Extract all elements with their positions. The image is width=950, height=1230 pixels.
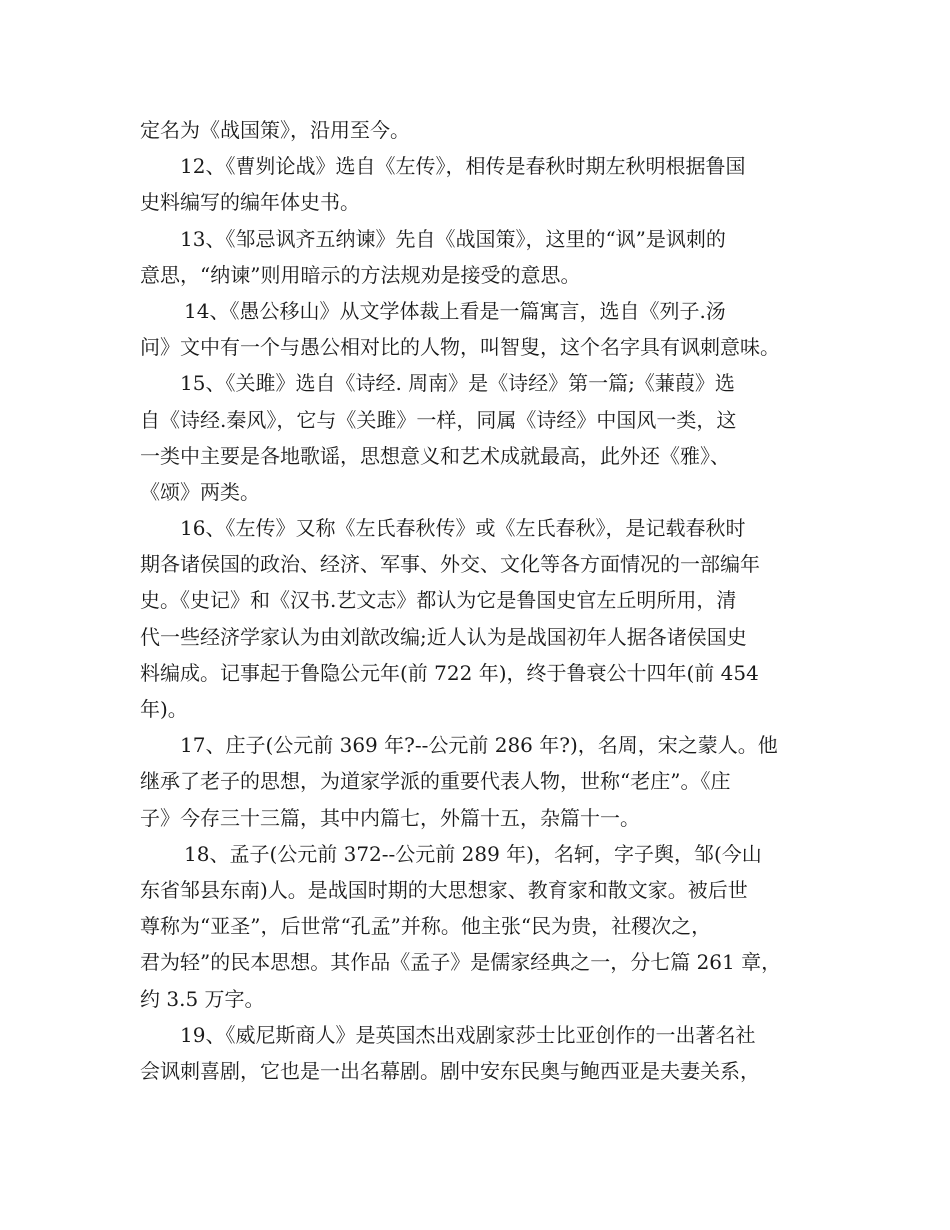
text-line: 一类中主要是各地歌谣，思想意义和艺术成就最高，此外还《雅》、 xyxy=(140,443,730,468)
text-line: 问》文中有一个与愚公相对比的人物，叫智叟，这个名字具有讽刺意味。 xyxy=(140,335,780,360)
text-line: 君为轻”的民本思想。其作品《孟子》是儒家经典之一，分七篇 261 章， xyxy=(140,950,782,975)
text-line: 期各诸侯国的政治、经济、军事、外交、文化等各方面情况的一部编年 xyxy=(140,552,760,577)
text-line: 史。《史记》和《汉书.艺文志》都认为它是鲁国史官左丘明所用，清 xyxy=(140,588,737,613)
text-line: 自《诗经.秦风》，它与《关雎》一样，同属《诗经》中国风一类，这 xyxy=(140,407,737,432)
text-line: 尊称为“亚圣”，后世常“孔孟”并称。他主张“民为贵，社稷次之， xyxy=(140,914,712,939)
text-line: 史料编写的编年体史书。 xyxy=(140,190,360,215)
text-line: 15、《关雎》选自《诗经. 周南》是《诗经》第一篇;《蒹葭》选 xyxy=(180,371,735,396)
text-line: 继承了老子的思想，为道家学派的重要代表人物，世称“老庄”。《庄 xyxy=(140,769,731,794)
text-line: 12、《曹刿论战》选自《左传》，相传是春秋时期左秋明根据鲁国 xyxy=(180,154,746,179)
document-body xyxy=(140,112,820,1089)
text-line: 14、《愚公移山》从文学体裁上看是一篇寓言，选自《列子.汤 xyxy=(184,298,726,323)
text-line: 意思，“纳谏”则用暗示的方法规劝是接受的意思。 xyxy=(140,262,581,287)
text-line: 约 3.5 万字。 xyxy=(140,986,265,1011)
text-line: 料编成。记事起于鲁隐公元年(前 722 年)，终于鲁衰公十四年(前 454 xyxy=(140,660,759,685)
text-line: 子》今存三十三篇，其中内篇七，外篇十五，杂篇十一。 xyxy=(140,805,640,830)
text-line: 18、孟子(公元前 372--公元前 289 年)，名轲，字子舆，邹(今山 xyxy=(184,841,762,866)
text-line: 《颂》两类。 xyxy=(140,479,260,504)
text-line: 年)。 xyxy=(140,697,188,721)
text-line: 13、《邹忌讽齐五纳谏》先自《战国策》，这里的“讽”是讽刺的 xyxy=(180,226,726,251)
text-line: 会讽刺喜剧，它也是一出名幕剧。剧中安东民奥与鲍西亚是夫妻关系， xyxy=(140,1058,760,1083)
text-line: 19、《威尼斯商人》是英国杰出戏剧家莎士比亚创作的一出著名社 xyxy=(180,1022,756,1047)
text-line: 东省邹县东南)人。是战国时期的大思想家、教育家和散文家。被后世 xyxy=(140,877,748,902)
text-line: 定名为《战国策》，沿用至今。 xyxy=(140,118,410,142)
text-line: 代一些经济学家认为由刘歆改编;近人认为是战国初年人据各诸侯国史 xyxy=(140,624,747,649)
text-line: 17、庄子(公元前 369 年?--公元前 286 年?)，名周，宋之蒙人。他 xyxy=(180,733,778,758)
text-line: 16、《左传》又称《左氏春秋传》或《左氏春秋》，是记载春秋时 xyxy=(180,516,746,541)
